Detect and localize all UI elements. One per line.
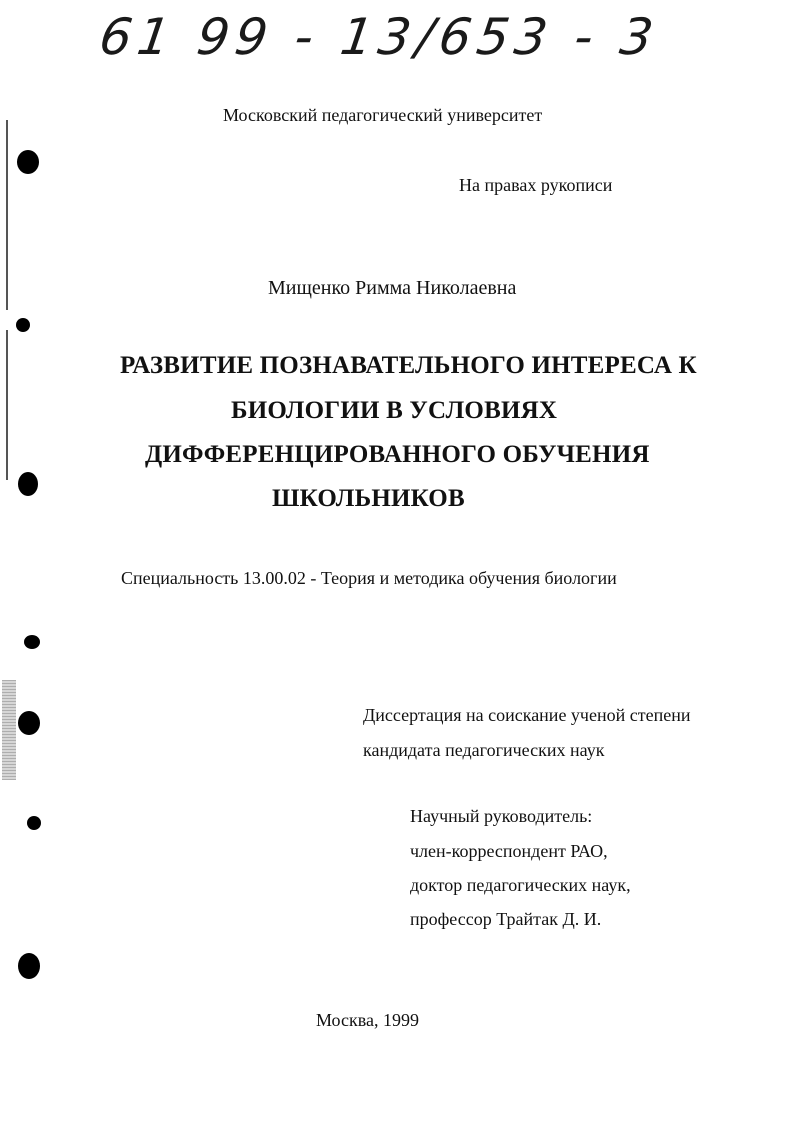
punch-hole [24, 635, 40, 649]
supervisor-line: профессор Трайтак Д. И. [410, 909, 602, 929]
specialty: Специальность 13.00.02 - Теория и методика обучения биологии [121, 568, 617, 588]
degree-line: кандидата педагогических наук [363, 740, 605, 760]
title-line: РАЗВИТИЕ ПОЗНАВАТЕЛЬНОГО ИНТЕРЕСА К [120, 352, 697, 379]
place-year: Москва, 1999 [316, 1010, 419, 1030]
punch-hole [18, 711, 40, 735]
institution-name: Московский педагогический университет [223, 105, 543, 125]
handwritten-reference-number: 61 99 - 13/653 - 3 [95, 8, 663, 66]
author-name: Мищенко Римма Николаевна [268, 277, 517, 299]
supervisor-line: член-корреспондент РАО, [410, 841, 608, 861]
punch-hole [17, 150, 39, 174]
rights-note: На правах рукописи [459, 175, 613, 195]
binding-edge [6, 120, 8, 310]
degree-line: Диссертация на соискание ученой степени [363, 705, 691, 725]
punch-hole [18, 953, 40, 979]
supervisor-line: доктор педагогических наук, [410, 875, 631, 895]
supervisor-line: Научный руководитель: [410, 806, 593, 826]
punch-hole [16, 318, 30, 332]
binding-edge [6, 330, 8, 480]
title-line: ШКОЛЬНИКОВ [272, 485, 465, 512]
punch-hole [18, 472, 38, 496]
title-line: БИОЛОГИИ В УСЛОВИЯХ [231, 397, 558, 424]
title-line: ДИФФЕРЕНЦИРОВАННОГО ОБУЧЕНИЯ [145, 441, 650, 468]
punch-hole [27, 816, 41, 830]
scan-smudge [2, 680, 16, 780]
